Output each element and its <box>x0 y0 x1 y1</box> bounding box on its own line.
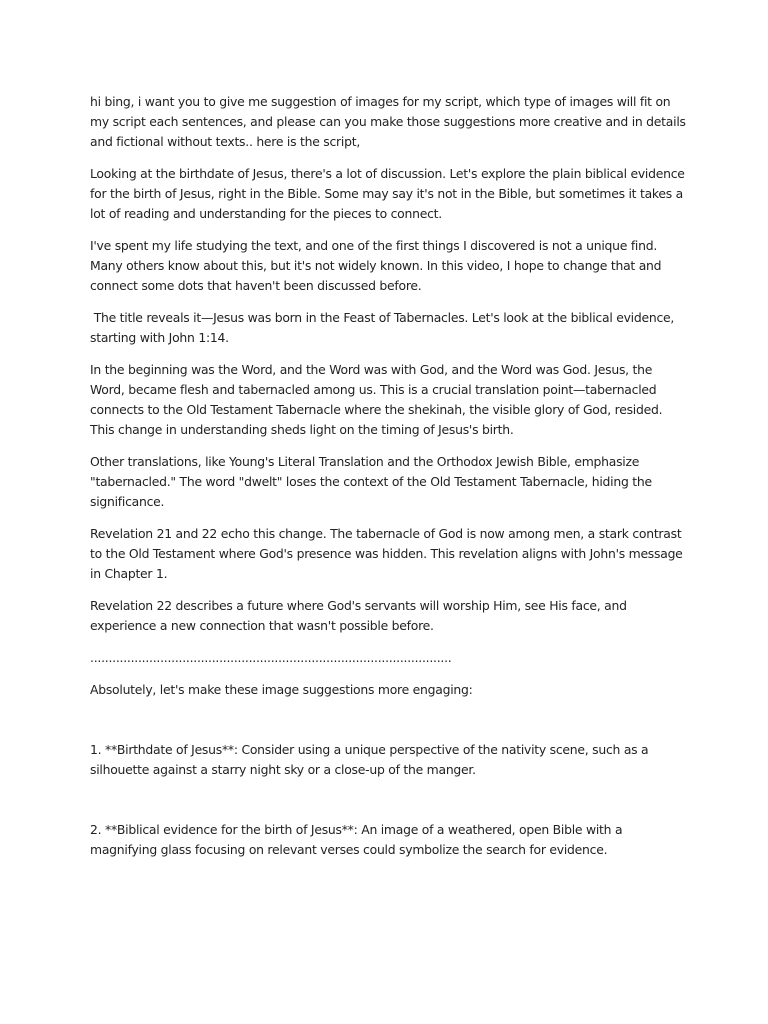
suggestion-item-2: 2. **Biblical evidence for the birth of Jesus**: An image of a weathered, open Bible with a magnifying glass focusing on relevant verses could symbolize the search for evidence. <box>90 822 627 857</box>
intro-request-paragraph: hi bing, i want you to give me suggestion of images for my script, which type of images will fit on my script each sentences, and please can you make those suggestions more creative and in details and fictional without texts.. here is the script, <box>90 94 690 149</box>
document-page <box>90 92 690 872</box>
response-intro: Absolutely, let's make these image suggestions more engaging: <box>90 682 473 697</box>
script-paragraph-study: I've spent my life studying the text, and one of the first things I discovered is not a unique find. Many others know about this, but it's not widely known. In this video, I hope to change that and connect some dots that haven't been discussed before. <box>90 238 665 293</box>
script-paragraph-birthdate: Looking at the birthdate of Jesus, there's a lot of discussion. Let's explore the plain biblical evidence for the birth of Jesus, right in the Bible. Some may say it's not in the Bible, but sometimes it takes a lot of reading and understanding for the pieces to connect. <box>90 166 689 221</box>
dotted-separator: .................................................................................................. <box>90 650 452 665</box>
script-paragraph-revelation-21-22: Revelation 21 and 22 echo this change. The tabernacle of God is now among men, a stark contrast to the Old Testament where God's presence was hidden. This revelation aligns with John's message in Chapter 1. <box>90 526 687 581</box>
suggestion-item-1: 1. **Birthdate of Jesus**: Consider using a unique perspective of the nativity scene, such as a silhouette against a starry night sky or a close-up of the manger. <box>90 742 653 777</box>
script-paragraph-translations: Other translations, like Young's Literal Translation and the Orthodox Jewish Bible, emphasize "tabernacled." The word "dwelt" loses the context of the Old Testament Tabernacle, hiding the significance. <box>90 454 656 509</box>
script-paragraph-title: The title reveals it—Jesus was born in the Feast of Tabernacles. Let's look at the biblical evidence, starting with John 1:14. <box>90 310 678 345</box>
script-paragraph-word: In the beginning was the Word, and the Word was with God, and the Word was God. Jesus, the Word, became flesh and tabernacled among us. This is a crucial translation point—tabernacled connects to the Old Testament Tabernacle where the shekinah, the visible glory of God, resided. This change in understanding sheds light on the timing of Jesus's birth. <box>90 362 666 437</box>
script-paragraph-revelation-22: Revelation 22 describes a future where God's servants will worship Him, see His face, and experience a new connection that wasn't possible before. <box>90 598 631 633</box>
